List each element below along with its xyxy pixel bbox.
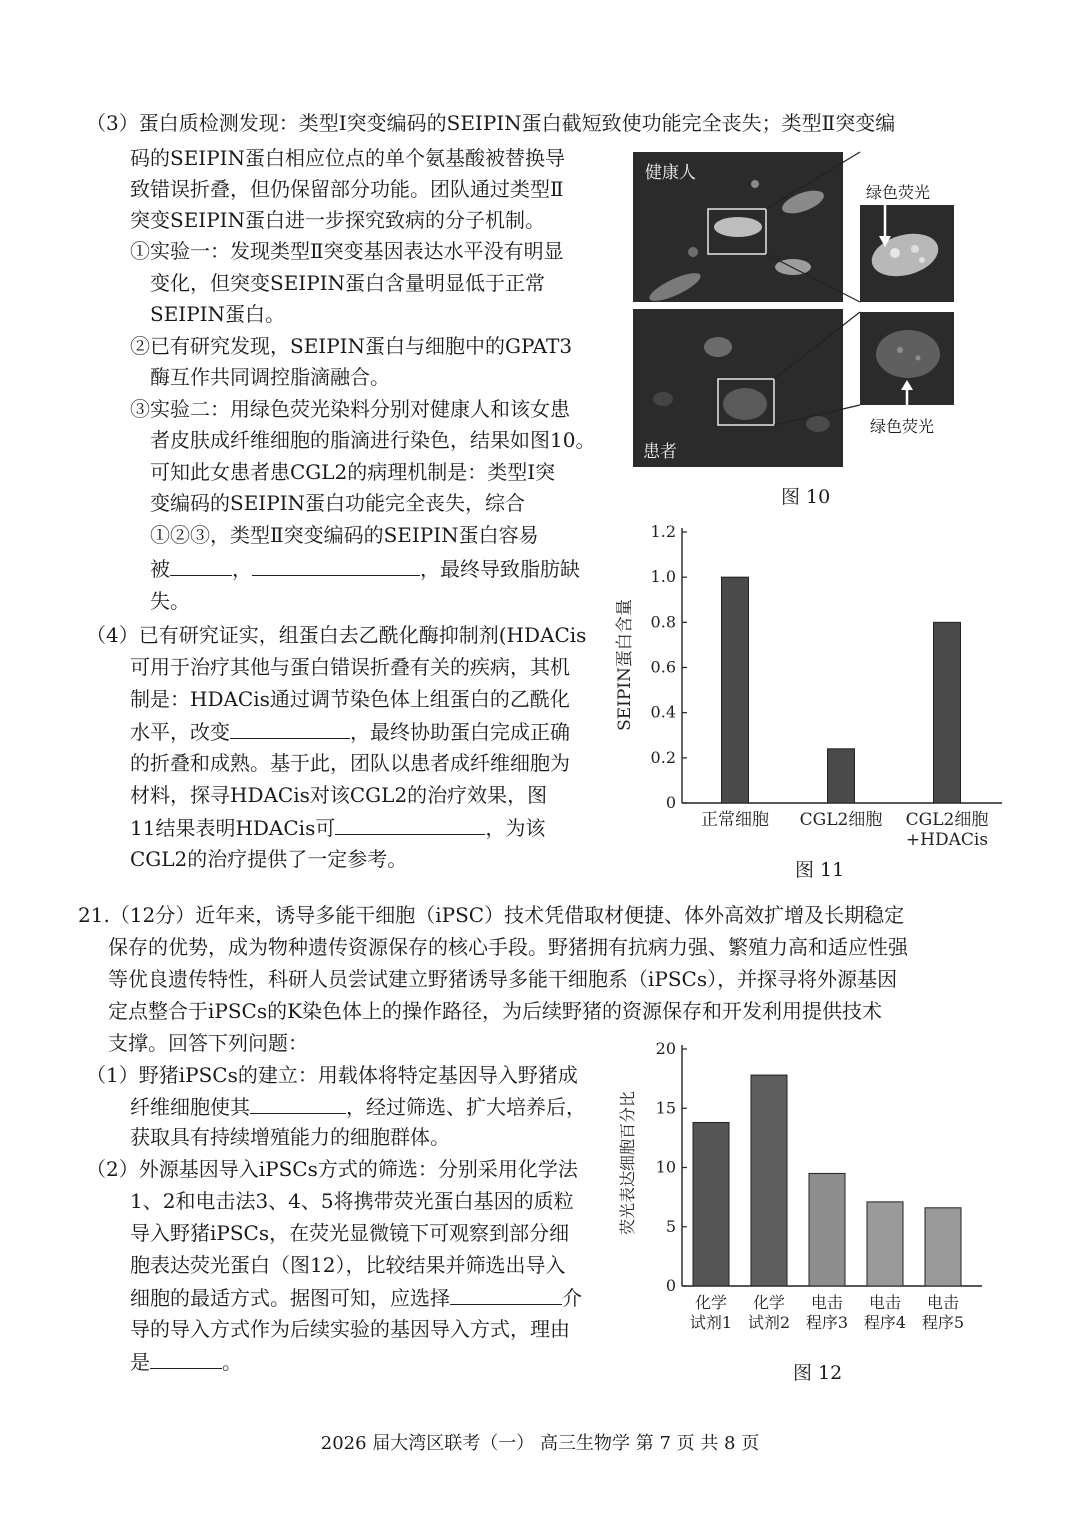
y-tick-label: 5 [665,1216,676,1236]
green-fluor-label-top: 绿色荧光 [866,183,931,202]
bar-1 [722,577,749,803]
q21-2-line-6: 导的导入方式作为后续实验的基因导入方式，理由 [130,1317,570,1341]
y-tick-label: 0.2 [650,747,676,767]
q20-3-line-7: SEIPIN蛋白。 [150,302,286,326]
q20-4-line-6: 材料，探寻HDACis对该CGL2的治疗效果，图 [130,783,548,807]
q20-3-line-11: 者皮肤成纤维细胞的脂滴进行染色，结果如图10。 [150,428,596,452]
category-label: 电击 [810,1293,844,1312]
bar-1 [693,1122,729,1286]
y-tick-label: 0 [665,1276,676,1295]
q20-3-blank-sep: ， [232,557,252,581]
y-tick-label: 0.4 [650,702,676,722]
y-tick-label: 1.2 [650,522,676,541]
q20-3-line-13: 变编码的SEIPIN蛋白功能完全丧失，综合 [150,491,526,515]
healthy-label: 健康人 [645,163,696,183]
figure-12-caption: 图 12 [793,1362,843,1384]
q20-4-l4-pre: 水平，改变 [130,720,230,744]
q21-2-l5-pre: 细胞的最适方式。据图可知，应选择 [130,1286,450,1310]
q20-3-line-1: （3）蛋白质检测发现：类型Ⅰ突变编码的SEIPIN蛋白截短致使功能完全丧失；类型Ⅱ突变编 [86,111,896,135]
category-label: 电击 [926,1293,960,1312]
category-label: 程序5 [921,1313,965,1332]
q20-4-line-5: 的折叠和成熟。基于此，团队以患者成纤维细胞为 [130,751,570,775]
q21-line-1: 21.（12分）近年来，诱导多能干细胞（iPSC）技术凭借取材便捷、体外高效扩增及长期稳定 [78,903,905,927]
q20-4-line-4 [130,716,570,747]
green-fluor-label-bottom: 绿色荧光 [870,417,935,436]
chart-figure-12 [615,1035,995,1355]
arrow-down-icon [878,200,892,248]
y-tick-label: 10 [655,1157,676,1177]
q21-2-line-3: 导入野猪iPSCs，在荧光显微镜下可观察到部分细 [130,1221,570,1245]
q20-3-line-2: 码的SEIPIN蛋白相应位点的单个氨基酸被替换导 [130,146,566,170]
chart-figure-11 [600,505,1020,850]
q20-4-l7-pre: 11结果表明HDACis可 [130,816,336,840]
q21-2-line-5 [130,1282,582,1313]
category-label: 程序3 [805,1313,849,1332]
q21-1-line-1: （1）野猪iPSCs的建立：用载体将特定基因导入野猪成 [86,1063,578,1087]
bar-4 [867,1202,903,1286]
y-tick-label: 0 [665,793,676,812]
category-label: +HDACis [905,830,989,850]
q20-3-blank-pre: 被 [150,557,170,581]
bar-3 [809,1173,845,1286]
category-label: 电击 [868,1293,902,1312]
q20-3-line-9: 酶互作共同调控脂滴融合。 [150,365,390,389]
q21-2-line-2: 1、2和电击法3、4、5将携带荧光蛋白基因的质粒 [130,1189,574,1213]
q20-3-line-10: ③实验二：用绿色荧光染料分别对健康人和该女患 [130,397,570,421]
q21-line-2: 保存的优势，成为物种遗传资源保存的核心手段。野猪拥有抗病力强、繁殖力高和适应性强 [108,935,908,959]
y-axis-label: SEIPIN蛋白含量 [615,599,635,731]
answer-blank-4[interactable] [335,812,485,835]
q20-4-line-8: CGL2的治疗提供了一定参考。 [130,847,408,871]
answer-blank-3[interactable] [230,716,350,739]
category-label: CGL2细胞 [799,810,883,830]
q21-2-line-4: 胞表达荧光蛋白（图12），比较结果并筛选出导入 [130,1253,566,1277]
y-tick-label: 20 [655,1039,676,1058]
answer-blank-6[interactable] [450,1282,562,1305]
q20-4-line-1: （4）已有研究证实，组蛋白去乙酰化酶抑制剂(HDACis [86,623,587,647]
bar-2 [828,749,855,803]
q21-line-4: 定点整合于iPSCs的K染色体上的操作路径，为后续野猪的资源保存和开发利用提供技术 [108,999,883,1023]
category-label: 试剂1 [689,1313,733,1332]
figure-10-caption: 图 10 [781,486,831,508]
patient-label: 患者 [643,442,677,462]
q20-3-line-16: 失。 [150,589,190,613]
q20-3-line-5: ①实验一：发现类型Ⅱ突变基因表达水平没有明显 [130,239,564,263]
q20-3-blank-post: ，最终导致脂肪缺 [420,557,580,581]
q21-line-3: 等优良遗传特性，科研人员尝试建立野猪诱导多能干细胞系（iPSCs），并探寻将外源基因 [108,967,898,991]
page-footer: 2026 届大湾区联考（一） 高三生物学 第 7 页 共 8 页 [320,1433,760,1454]
answer-blank-2[interactable] [252,553,420,576]
q21-2-line-1: （2）外源基因导入iPSCs方式的筛选：分别采用化学法 [86,1157,578,1181]
q20-4-l4-post: ，最终协助蛋白完成正确 [350,720,570,744]
zoom-healthy-image [860,205,954,302]
y-axis-label: 荧光表达细胞百分比 [618,1090,637,1236]
category-label: 化学 [752,1293,786,1312]
category-label: 程序4 [863,1313,907,1332]
q21-2-l7-pre: 是 [130,1350,150,1374]
q21-1-line-3: 获取具有持续增殖能力的细胞群体。 [130,1125,450,1149]
q21-1-l2-post: ，经过筛选、扩大培养后， [346,1095,586,1119]
y-tick-label: 0.8 [650,612,676,632]
bar-2 [751,1075,787,1286]
bar-5 [925,1208,961,1286]
category-label: 正常细胞 [701,810,769,830]
answer-blank-1[interactable] [170,553,232,576]
q21-1-line-2 [130,1091,586,1122]
q20-3-line-6: 变化，但突变SEIPIN蛋白含量明显低于正常 [150,271,546,295]
q20-3-line-14: ①②③，类型Ⅱ突变编码的SEIPIN蛋白容易 [150,523,539,547]
q20-3-line-8: ②已有研究发现，SEIPIN蛋白与细胞中的GPAT3 [130,334,573,358]
category-label: 化学 [694,1293,728,1312]
answer-blank-5[interactable] [250,1091,346,1114]
y-tick-label: 1.0 [650,567,676,587]
q20-4-line-7 [130,812,545,843]
q21-2-l7-post: 。 [222,1350,242,1374]
q21-line-5: 支撑。回答下列问题： [108,1031,308,1055]
q20-3-line-4: 突变SEIPIN蛋白进一步探究致病的分子机制。 [130,208,546,232]
micrograph-healthy-zoom [860,205,954,302]
q21-1-l2-pre: 纤维细胞使其 [130,1095,250,1119]
q20-4-l7-post: ，为该 [485,816,546,840]
q20-3-line-12: 可知此女患者患CGL2的病理机制是：类型Ⅰ突 [150,460,556,484]
q21-2-line-7 [130,1346,242,1377]
q20-4-line-3: 制是：HDACis通过调节染色体上组蛋白的乙酰化 [130,687,570,711]
q20-3-line-3: 致错误折叠，但仍保留部分功能。团队通过类型Ⅱ [130,177,564,201]
answer-blank-7[interactable] [150,1346,222,1369]
arrow-up-icon [900,380,914,410]
figure-11-caption: 图 11 [795,859,845,881]
category-label: CGL2细胞 [905,810,989,830]
q20-3-line-15 [150,553,580,584]
q20-4-line-2: 可用于治疗其他与蛋白错误折叠有关的疾病，其机 [130,655,570,679]
y-tick-label: 0.6 [650,657,676,677]
q21-2-l5-post: 介 [562,1286,582,1310]
category-label: 试剂2 [747,1313,791,1332]
y-tick-label: 15 [655,1098,676,1118]
bar-3 [934,622,961,803]
